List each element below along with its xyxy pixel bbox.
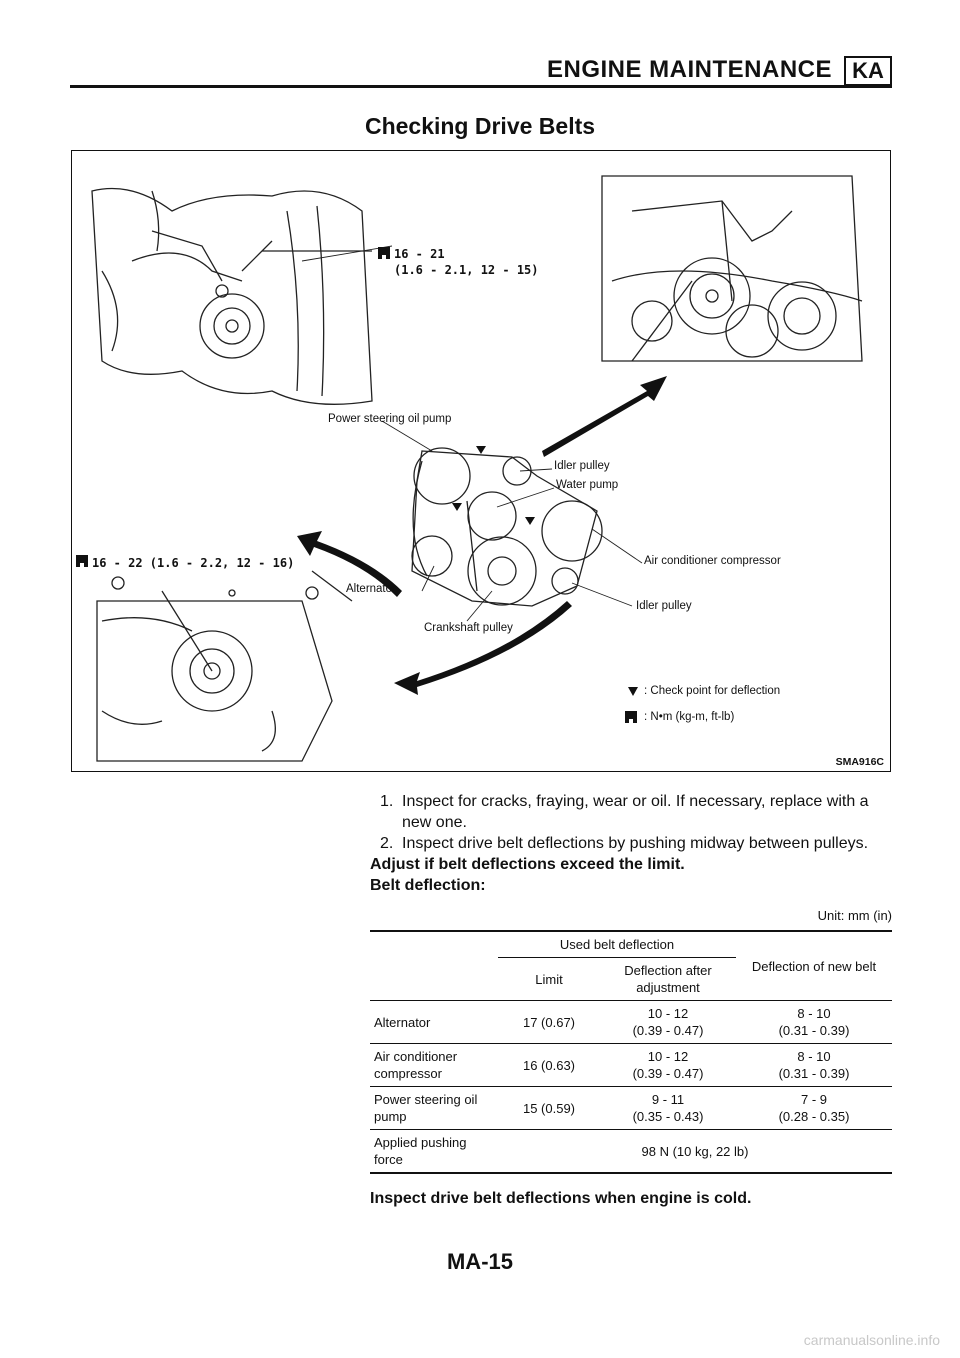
table-row <box>370 1130 892 1174</box>
table-row <box>370 1087 892 1130</box>
table-cell-after: 9 - 11 (0.35 - 0.43) <box>600 1087 736 1130</box>
table-header-after: Deflection after adjustment <box>600 958 736 1001</box>
page-number: MA-15 <box>446 1249 513 1274</box>
table-cell-new: 8 - 10 (0.31 - 0.39) <box>736 1044 892 1087</box>
alternator-mount-sketch <box>92 189 372 405</box>
label-water-pump: Water pump <box>556 479 619 491</box>
table-cell-force-value: 98 N (10 kg, 22 lb) <box>498 1130 892 1174</box>
table-header-row <box>370 931 892 958</box>
table-cell-name: Air conditioner compressor <box>370 1044 498 1087</box>
table-cell-force-label: Applied pushing force <box>370 1130 498 1174</box>
label-crankshaft-pulley: Crankshaft pulley <box>424 622 513 634</box>
label-alternator: Alternator <box>346 583 396 595</box>
idler-pulley-sketch <box>602 176 862 361</box>
header-title: ENGINE MAINTENANCE <box>546 56 832 83</box>
belt-deflection-table <box>370 930 892 1174</box>
list-item <box>370 833 892 854</box>
table-cell-limit: 15 (0.59) <box>498 1087 600 1130</box>
section-title: Checking Drive Belts <box>364 113 596 139</box>
torque-value-top-sub: (1.6 - 2.1, 12 - 15) <box>394 263 539 277</box>
crankshaft-area-sketch <box>97 571 352 761</box>
table-header-limit: Limit <box>498 958 600 1001</box>
label-power-steering-pump: Power steering oil pump <box>328 413 452 425</box>
list-item-number: 2. <box>380 835 394 852</box>
legend-check-point: : Check point for deflection <box>644 685 781 697</box>
table-row <box>370 1044 892 1087</box>
table-cell-limit: 17 (0.67) <box>498 1001 600 1044</box>
table-cell-name: Power steering oil pump <box>370 1087 498 1130</box>
torque-wrench-icon-legend <box>625 711 637 723</box>
adjust-note: Adjust if belt deflections exceed the limit. <box>370 856 685 873</box>
table-row <box>370 1001 892 1044</box>
table-cell-name: Alternator <box>370 1001 498 1044</box>
torque-wrench-icon-top <box>378 247 390 259</box>
list-item-text: Inspect drive belt deflections by pushing midway between pulleys. <box>402 835 869 852</box>
table-header-new: Deflection of new belt <box>736 931 892 1001</box>
instruction-list <box>370 791 892 896</box>
table-cell-after: 10 - 12 (0.39 - 0.47) <box>600 1001 736 1044</box>
figure-id: SMA916C <box>835 756 884 768</box>
table-cell-limit: 16 (0.63) <box>498 1044 600 1087</box>
torque-value-top: 16 - 21 <box>394 247 445 261</box>
list-item-text: Inspect for cracks, fraying, wear or oil. If necessary, replace with a new one. <box>402 793 869 831</box>
list-item <box>370 791 892 833</box>
table-cell-new: 8 - 10 (0.31 - 0.39) <box>736 1001 892 1044</box>
watermark: carmanualsonline.info <box>803 1332 940 1348</box>
header-code-badge: KA <box>844 56 892 86</box>
label-idler-pulley-bottom: Idler pulley <box>636 600 692 612</box>
list-item-number: 1. <box>380 793 394 810</box>
table-cell-new: 7 - 9 (0.28 - 0.35) <box>736 1087 892 1130</box>
page-header <box>70 54 892 88</box>
torque-wrench-icon-bottom <box>76 555 88 567</box>
table-cell-after: 10 - 12 (0.39 - 0.47) <box>600 1044 736 1087</box>
table-header-blank <box>370 931 498 1001</box>
unit-note: Unit: mm (in) <box>817 908 892 923</box>
belt-deflection-heading: Belt deflection: <box>370 877 486 894</box>
final-note: Inspect drive belt deflections when engine is cold. <box>370 1190 752 1207</box>
belt-layout-diagram <box>72 151 891 772</box>
legend-torque-unit: : N•m (kg-m, ft-lb) <box>644 711 735 723</box>
label-idler-pulley-top: Idler pulley <box>554 460 610 472</box>
table-header-used: Used belt deflection <box>498 931 736 958</box>
torque-value-bottom: 16 - 22 (1.6 - 2.2, 12 - 16) <box>92 556 295 570</box>
label-ac-compressor: Air conditioner compressor <box>644 555 781 567</box>
drive-belt-figure <box>71 150 891 772</box>
header-rule <box>70 85 892 88</box>
